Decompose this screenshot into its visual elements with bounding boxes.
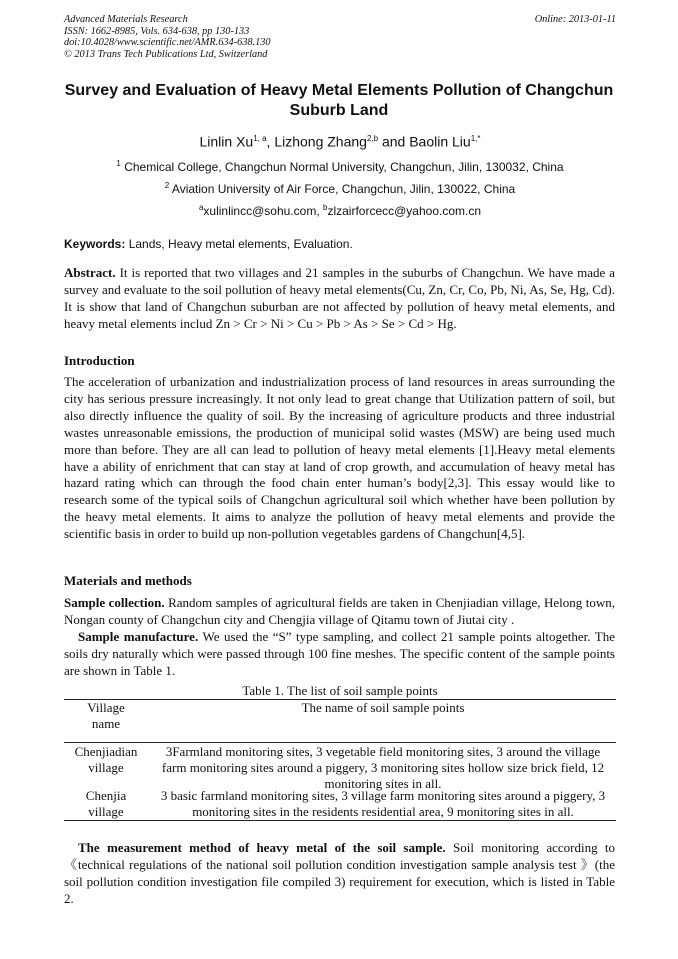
journal-header xyxy=(64,14,616,60)
affiliation-2-marker: 2 xyxy=(164,181,170,190)
table-row-1-village xyxy=(64,744,148,776)
sample-collection-label: Sample collection. xyxy=(64,595,165,610)
email-b-marker: b xyxy=(322,203,328,212)
affiliation-2 xyxy=(64,178,616,197)
sample-manufacture-paragraph xyxy=(64,629,615,680)
abstract-label: Abstract. xyxy=(64,265,116,280)
table-row-1-points-line-1: 3Farmland monitoring sites, 3 vegetable field monitoring sites, 3 around the village xyxy=(165,744,601,759)
email-a: xulinlincc@sohu.com, xyxy=(203,204,323,218)
table-row-1-points xyxy=(150,744,616,792)
table-row-1-points-line-2: farm monitoring sites around a piggery, 3 monitoring sites hollow size brick field, 12 xyxy=(161,760,605,775)
table-header-village-line-2: name xyxy=(91,716,121,731)
introduction-body: The acceleration of urbanization and industrialization process of land resources in areas surrounding the city has serious pressure increasingly. It not only lead to great change that Utilization pattern of soil, but also directly influence the quality of soil. By the increasing of agriculture products and three industrial wastes unreasonable emissions, the production of municipal solid wastes (MSW) are being used much more than before. They are all can lead to pollution of heavy metal elements [1].Heavy metal elements have a ability of enrichment that can stay at land of crop growth, and accumulation of heavy metal has hazard rating which can through the food chain enter human’s body[2,3]. This essay would like to research some of the typical soils of Changchun agricultural soil which whether have been pollution by the heavy metal elements. It aims to analyze the pollution of heavy metal elements and provide the scientific basis in order to build up non-pollution vegetables gardens of Changchun[4,5]. xyxy=(64,374,615,542)
introduction-heading: Introduction xyxy=(64,353,135,368)
methods-heading: Materials and methods xyxy=(64,573,192,588)
table-row-2-village-line-1: Chenjia xyxy=(85,788,127,803)
affiliation-1 xyxy=(64,156,616,175)
table-row-2-village-line-2: village xyxy=(88,804,124,819)
table-row-2-points xyxy=(150,788,616,820)
author-3-affil: 1,* xyxy=(470,134,481,143)
table-header-rule xyxy=(64,742,616,743)
abstract-text: It is reported that two villages and 21 samples in the suburbs of Changchun. We have made a survey and evaluate to the soil pollution of heavy metal elements(Cu, Zn, Cr, Co, Pb, Ni, As, Se, Hg, Cd). It is show that land of Changchun suburban are not affected by pollution of heavy metal elements, and heavy metal elements includ Zn > Cr > Ni > Cu > Pb > As > Se > Cd > Hg. xyxy=(64,265,615,331)
measurement-label: The measurement method of heavy metal of the soil sample. xyxy=(78,840,446,855)
paper-title xyxy=(60,81,618,121)
title-line-2: Suburb Land xyxy=(289,102,389,119)
table-row-1-village-line-2: village xyxy=(88,760,124,775)
author-2-affil: 2,b xyxy=(366,134,379,143)
author-1-affil: 1, a xyxy=(253,134,267,143)
author-2: Lizhong Zhang xyxy=(274,133,367,150)
copyright-line: © 2013 Trans Tech Publications Ltd, Switzerland xyxy=(64,48,268,60)
journal-name: Advanced Materials Research xyxy=(64,14,188,25)
email-b: zlzairforcecc@yahoo.com.cn xyxy=(327,204,482,218)
table-1-caption: Table 1. The list of soil sample points xyxy=(242,683,438,698)
author-1: Linlin Xu xyxy=(199,133,254,150)
keywords-label: Keywords: xyxy=(64,237,126,251)
author-3: Baolin Liu xyxy=(409,133,471,150)
table-row-2-points-line-1: 3 basic farmland monitoring sites, 3 village farm monitoring sites around a piggery, 3 xyxy=(160,788,606,803)
table-header-sample-points: The name of soil sample points xyxy=(301,700,465,715)
table-row-2-points-line-2: monitoring sites in the residents residential area, 9 monitoring sites in all. xyxy=(192,804,574,819)
table-row-1-village-line-1: Chenjiadian xyxy=(74,744,138,759)
table-header-village xyxy=(64,700,148,732)
title-line-1: Survey and Evaluation of Heavy Metal Elements Pollution of Changchun xyxy=(64,82,614,99)
affiliation-2-text: Aviation University of Air Force, Changchun, Jilin, 130022, China xyxy=(169,182,516,196)
table-bottom-rule xyxy=(64,820,616,821)
sample-collection-paragraph xyxy=(64,595,615,629)
measurement-paragraph xyxy=(64,840,615,908)
table-row-2-village xyxy=(64,788,148,820)
author-emails xyxy=(64,200,616,219)
author-separator-2: and xyxy=(378,133,410,150)
keywords-text: Lands, Heavy metal elements, Evaluation. xyxy=(125,237,353,251)
abstract xyxy=(64,265,615,333)
sample-manufacture-label: Sample manufacture. xyxy=(78,629,199,644)
doi-line: doi:10.4028/www.scientific.net/AMR.634-638.130 xyxy=(64,37,271,49)
issn-line: ISSN: 1662-8985, Vols. 634-638, pp 130-133 xyxy=(64,25,250,37)
sample-manufacture-text: We used the “S” type sampling, and collect 21 sample points altogether. The soils dry naturally which were passed through 100 fine meshes. The specific content of the sample points are shown in Table 1. xyxy=(64,629,615,678)
online-date: Online: 2013-01-11 xyxy=(534,14,616,25)
measurement-text: Soil monitoring according to 《technical regulations of the national soil pollution condition investigation sample analysis test 》(the soil pollution condition investigation file compiled 3) requirement for execution, which is listed in Table 2. xyxy=(64,840,615,906)
email-a-marker: a xyxy=(198,203,204,212)
affiliation-1-text: Chemical College, Changchun Normal University, Changchun, Jilin, 130032, China xyxy=(120,160,564,174)
affiliation-1-marker: 1 xyxy=(116,159,121,168)
table-header-village-line-1: Village xyxy=(87,700,125,715)
sample-collection-text: Random samples of agricultural fields are taken in Chenjiadian village, Helong town, Nongan county of Changchun city and Chengjia village of Qitamu town of Jiutai city . xyxy=(64,595,615,627)
author-list xyxy=(64,129,616,152)
author-separator-1: , xyxy=(266,133,275,150)
keywords xyxy=(64,236,616,252)
table-row-1-points-line-3: monitoring sites in all. xyxy=(324,776,442,791)
